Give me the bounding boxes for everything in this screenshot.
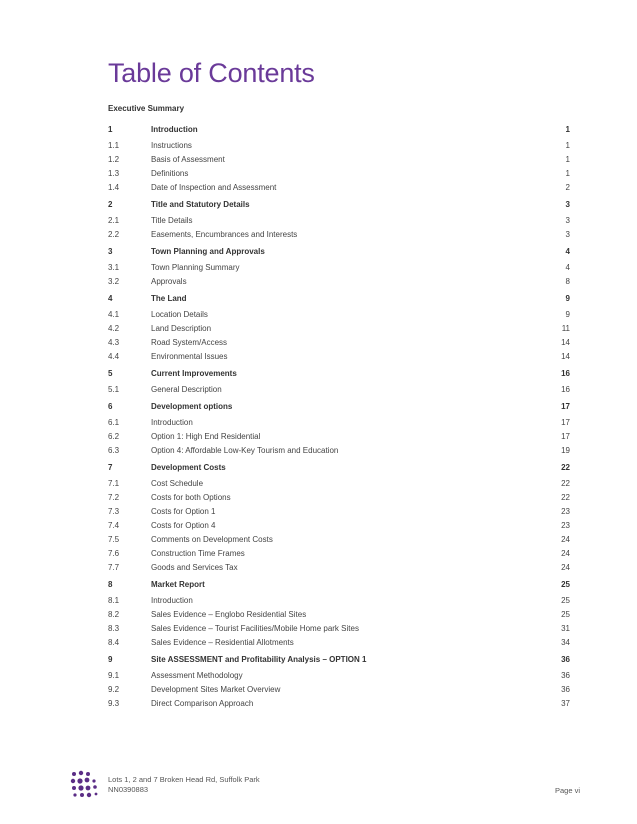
toc-subsection-row[interactable] [108, 534, 570, 548]
toc-subsection-row[interactable] [108, 698, 570, 712]
toc-label: Goods and Services Tax [151, 563, 238, 572]
toc-num: 8 [108, 580, 113, 589]
toc-subsection-row[interactable] [108, 478, 570, 492]
toc-page: 22 [561, 479, 570, 488]
toc-num: 5.1 [108, 385, 120, 394]
toc-num: 1.2 [108, 155, 120, 164]
toc-subsection-row[interactable] [108, 609, 570, 623]
toc-section-heading[interactable] [108, 368, 570, 384]
toc-num: 1.1 [108, 141, 120, 150]
toc-num: 1.4 [108, 183, 120, 192]
toc-label: Current Improvements [151, 369, 237, 378]
toc-page: 14 [561, 338, 570, 347]
toc-page: 24 [561, 563, 570, 572]
toc-num: 4.4 [108, 352, 120, 361]
toc-label: Development options [151, 402, 233, 411]
toc-subsection-row[interactable] [108, 140, 570, 154]
toc-label: Environmental Issues [151, 352, 228, 361]
toc-label: Site ASSESSMENT and Profitability Analysis – OPTION 1 [151, 655, 367, 664]
toc-label: Introduction [151, 418, 193, 427]
toc-label: Cost Schedule [151, 479, 204, 488]
toc-num: 6.2 [108, 432, 120, 441]
toc-num: 9.2 [108, 685, 120, 694]
company-logo-icon [70, 770, 100, 800]
toc-page: 11 [561, 324, 570, 333]
toc-page: 31 [561, 624, 570, 633]
toc-num: 7.5 [108, 535, 120, 544]
toc-num: 7.1 [108, 479, 120, 488]
toc-subsection-row[interactable] [108, 492, 570, 506]
toc-label: Option 1: High End Residential [151, 432, 261, 441]
toc-subsection-row[interactable] [108, 623, 570, 637]
toc-label: General Description [151, 385, 222, 394]
toc-num: 9.1 [108, 671, 120, 680]
toc-subsection-row[interactable] [108, 262, 570, 276]
toc-label: Town Planning and Approvals [151, 247, 265, 256]
toc-page: 3 [565, 200, 570, 209]
toc-label: Costs for Option 4 [151, 521, 216, 530]
footer-text [108, 775, 260, 795]
toc-num: 8.3 [108, 624, 120, 633]
toc-label: Basis of Assessment [151, 155, 225, 164]
toc-label: Introduction [151, 125, 198, 134]
toc-num: 3 [108, 247, 113, 256]
toc-page: 24 [561, 535, 570, 544]
toc-page: 2 [565, 183, 570, 192]
toc-section-heading[interactable] [108, 654, 570, 670]
toc-num: 7.3 [108, 507, 120, 516]
toc-subsection-row[interactable] [108, 637, 570, 651]
toc-label: Direct Comparison Approach [151, 699, 254, 708]
toc-page: 8 [565, 277, 570, 286]
toc-page: 17 [561, 402, 570, 411]
toc-label: Sales Evidence – Tourist Facilities/Mobile Home park Sites [151, 624, 359, 633]
toc-page: 25 [561, 580, 570, 589]
toc-label: The Land [151, 294, 187, 303]
toc-num: 1 [108, 125, 113, 134]
toc-label: Town Planning Summary [151, 263, 240, 272]
toc-page: 4 [565, 263, 570, 272]
toc-page: 14 [561, 352, 570, 361]
toc-page: 36 [561, 685, 570, 694]
toc-num: 8.4 [108, 638, 120, 647]
toc-num: 4 [108, 294, 113, 303]
toc-page: 37 [561, 699, 570, 708]
toc-label: Development Costs [151, 463, 226, 472]
toc-num: 5 [108, 369, 113, 378]
toc-num: 3.1 [108, 263, 120, 272]
toc-label: Sales Evidence – Residential Allotments [151, 638, 294, 647]
toc-num: 4.2 [108, 324, 120, 333]
toc-page: 23 [561, 521, 570, 530]
toc-page: 3 [565, 230, 570, 239]
toc-page: 9 [565, 310, 570, 319]
toc-num: 9 [108, 655, 113, 664]
footer-address: Lots 1, 2 and 7 Broken Head Rd, Suffolk Park [108, 775, 260, 784]
toc-num: 4.1 [108, 310, 120, 319]
toc-num: 8.1 [108, 596, 120, 605]
toc-page: 17 [561, 418, 570, 427]
toc-page: 36 [561, 671, 570, 680]
toc-subsection-row[interactable] [108, 445, 570, 459]
toc-subsection-row[interactable] [108, 684, 570, 698]
toc-page: 1 [565, 141, 570, 150]
toc-page: 1 [565, 125, 570, 134]
executive-summary-entry[interactable]: Executive Summary [108, 104, 185, 113]
toc-num: 7 [108, 463, 113, 472]
toc-page: 19 [561, 446, 570, 455]
toc-num: 7.7 [108, 563, 120, 572]
toc-subsection-row[interactable] [108, 520, 570, 534]
toc-subsection-row[interactable] [108, 323, 570, 337]
footer-page-number: Page vi [554, 786, 580, 795]
toc-label: Location Details [151, 310, 208, 319]
toc-page: 1 [565, 169, 570, 178]
toc-num: 3.2 [108, 277, 120, 286]
toc-section-heading[interactable] [108, 579, 570, 595]
toc-subsection-row[interactable] [108, 182, 570, 196]
toc-num: 8.2 [108, 610, 120, 619]
toc-label: Comments on Development Costs [151, 535, 273, 544]
toc-subsection-row[interactable] [108, 506, 570, 520]
toc-num: 7.2 [108, 493, 120, 502]
toc-section-heading[interactable] [108, 401, 570, 417]
toc-label: Market Report [151, 580, 205, 589]
toc-subsection-row[interactable] [108, 276, 570, 290]
toc-num: 7.4 [108, 521, 120, 530]
toc-label: Definitions [151, 169, 189, 178]
toc-label: Development Sites Market Overview [151, 685, 281, 694]
toc-num: 6.1 [108, 418, 120, 427]
toc-num: 9.3 [108, 699, 120, 708]
toc-num: 6.3 [108, 446, 120, 455]
toc-label: Title Details [151, 216, 193, 225]
toc-subsection-row[interactable] [108, 562, 570, 576]
toc-section-heading[interactable] [108, 293, 570, 309]
toc-page: 1 [565, 155, 570, 164]
toc-label: Costs for Option 1 [151, 507, 216, 516]
toc-label: Land Description [151, 324, 212, 333]
toc-num: 6 [108, 402, 113, 411]
toc-subsection-row[interactable] [108, 670, 570, 684]
toc-subsection-row[interactable] [108, 229, 570, 243]
toc-page: 9 [565, 294, 570, 303]
toc-subsection-row[interactable] [108, 417, 570, 431]
toc-label: Option 4: Affordable Low-Key Tourism and Education [151, 446, 339, 455]
page-title: Table of Contents [108, 58, 315, 88]
toc-subsection-row[interactable] [108, 431, 570, 445]
toc-label: Sales Evidence – Englobo Residential Sites [151, 610, 307, 619]
toc-label: Approvals [151, 277, 187, 286]
toc-label: Costs for both Options [151, 493, 231, 502]
toc-section-heading[interactable] [108, 199, 570, 215]
toc-page: 23 [561, 507, 570, 516]
toc-section-heading[interactable] [108, 124, 570, 140]
toc-page: 4 [565, 247, 570, 256]
toc-page: 3 [565, 216, 570, 225]
toc-subsection-row[interactable] [108, 309, 570, 323]
toc-page: 22 [561, 463, 570, 472]
toc-num: 2 [108, 200, 113, 209]
toc-num: 1.3 [108, 169, 120, 178]
toc-label: Introduction [151, 596, 193, 605]
toc-section-heading[interactable] [108, 462, 570, 478]
toc-label: Assessment Methodology [151, 671, 243, 680]
toc-page: 17 [561, 432, 570, 441]
toc-page: 24 [561, 549, 570, 558]
toc-page: 25 [561, 596, 570, 605]
toc-page: 36 [561, 655, 570, 664]
toc-num: 2.2 [108, 230, 120, 239]
toc-label: Date of Inspection and Assessment [151, 183, 277, 192]
toc-subsection-row[interactable] [108, 168, 570, 182]
toc-num: 4.3 [108, 338, 120, 347]
toc-subsection-row[interactable] [108, 384, 570, 398]
toc-page: 34 [561, 638, 570, 647]
toc-subsection-row[interactable] [108, 595, 570, 609]
toc-label: Title and Statutory Details [151, 200, 250, 209]
table-of-contents [108, 124, 570, 712]
toc-num: 7.6 [108, 549, 120, 558]
toc-page: 22 [561, 493, 570, 502]
toc-subsection-row[interactable] [108, 337, 570, 351]
toc-label: Instructions [151, 141, 192, 150]
toc-label: Construction Time Frames [151, 549, 245, 558]
toc-subsection-row[interactable] [108, 215, 570, 229]
toc-num: 2.1 [108, 216, 120, 225]
toc-page: 16 [561, 385, 570, 394]
toc-page: 16 [561, 369, 570, 378]
toc-label: Easements, Encumbrances and Interests [151, 230, 298, 239]
toc-page: 25 [561, 610, 570, 619]
toc-subsection-row[interactable] [108, 154, 570, 168]
toc-subsection-row[interactable] [108, 351, 570, 365]
toc-subsection-row[interactable] [108, 548, 570, 562]
footer-reference: NN0390883 [108, 785, 149, 794]
toc-section-heading[interactable] [108, 246, 570, 262]
toc-label: Road System/Access [151, 338, 228, 347]
